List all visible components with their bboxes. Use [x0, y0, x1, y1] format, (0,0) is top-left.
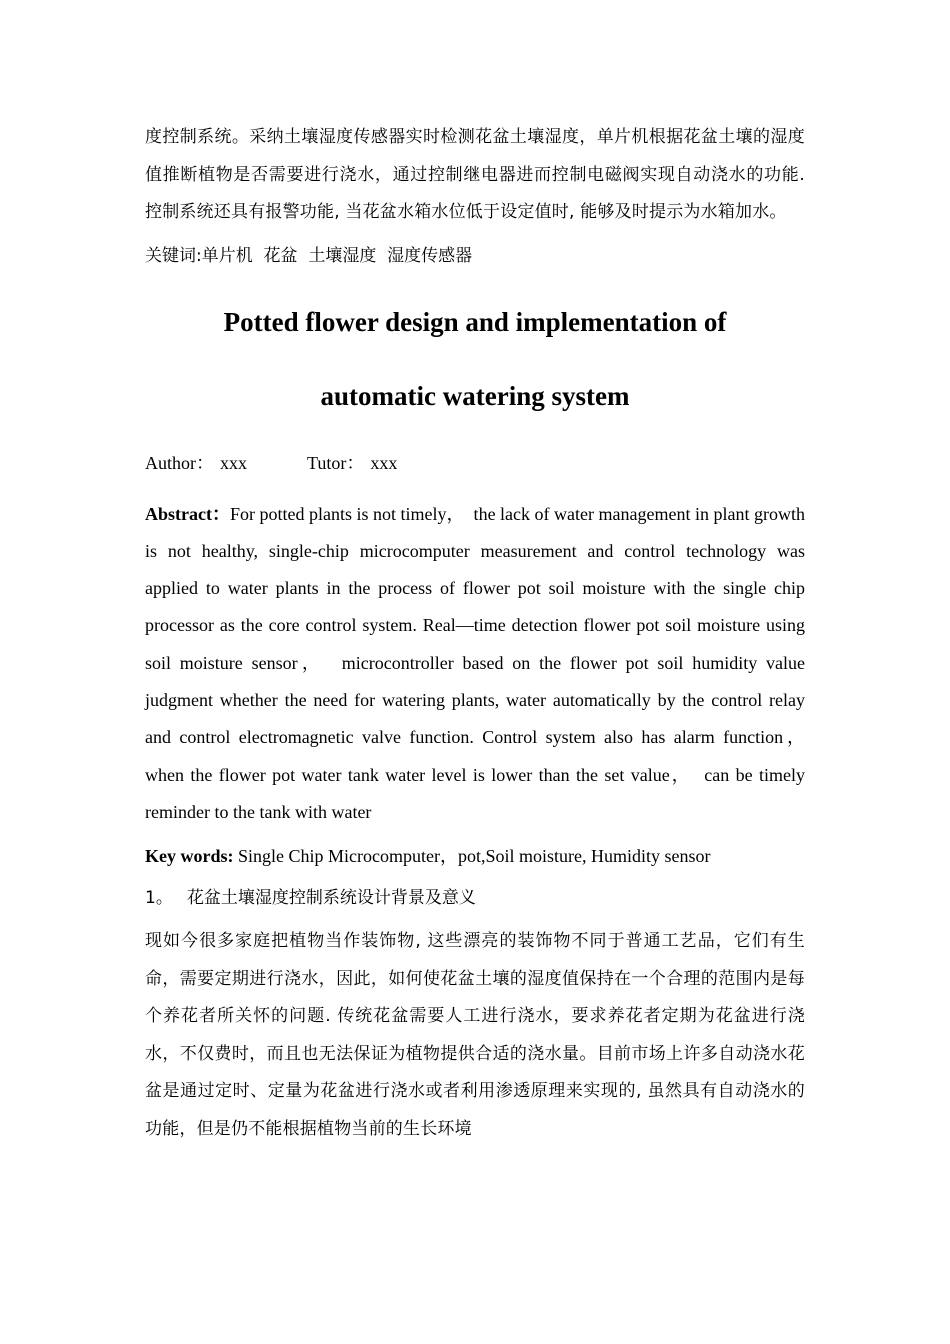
- english-abstract-text: For potted plants is not timely， the lack of water management in plant growth is not healthy, single-chip microcomputer measurement and control technology was applied to water plants in the process of flower pot soil moisture with the single chip processor as the core control system. Real—time detection flower pot soil moisture using soil moisture sensor， microcontroller based on the flower pot soil humidity value judgment whether the need for watering plants, water automatically by the control relay and control electromagnetic valve function. Control system also has alarm function， when the flower pot water tank water level is lower than the set value， can be timely reminder to the tank with water: [145, 503, 814, 822]
- english-title-line-2: automatic watering system: [320, 380, 630, 411]
- author-label: Author：: [145, 452, 214, 473]
- chinese-keywords-separator: :: [196, 245, 202, 266]
- english-keywords-value: Single Chip Microcomputer，pot,Soil moisture, Humidity sensor: [238, 846, 711, 867]
- chinese-keywords-value: 单片机 花盆 土壤湿度 湿度传感器: [201, 245, 473, 266]
- english-abstract-label: Abstract：: [145, 503, 230, 524]
- tutor-label: Tutor：: [307, 452, 365, 473]
- tutor-value: xxx: [370, 452, 398, 473]
- section-1-title: 花盆土壤湿度控制系统设计背景及意义: [186, 888, 476, 909]
- section-1-heading: [145, 883, 805, 913]
- english-title-line-1: Potted flower design and implementation of: [223, 306, 727, 337]
- section-1-body: 现如今很多家庭把植物当作装饰物, 这些漂亮的装饰物不同于普通工艺品，它们有生命，需要定期进行浇水，因此，如何使花盆土壤的湿度值保持在一个合理的范围内是每个养花者所关怀的问题. 传统花盆需要人工进行浇水，要求养花者定期为花盆进行浇水，不仅费时，而且也无法保证为植物提供合适的浇水量。目前市场上许多自动浇水花盆是通过定时、定量为花盆进行浇水或者利用渗透原理来实现的, 虽然具有自动浇水的功能，但是仍不能根据植物当前的生长环境: [145, 931, 805, 1139]
- author-line: [145, 450, 805, 476]
- chinese-abstract-text: 度控制系统。采纳土壤湿度传感器实时检测花盆土壤湿度，单片机根据花盆土壤的湿度值推断植物是否需要进行浇水，通过控制继电器进而控制电磁阀实现自动浇水的功能. 控制系统还具有报警功能, 当花盆水箱水位低于设定值时, 能够及时提示为水箱加水。: [145, 127, 805, 222]
- chinese-keywords: [145, 238, 805, 274]
- author-value: xxx: [220, 452, 247, 473]
- english-keywords-label: Key words:: [145, 846, 234, 867]
- section-1-number: 1。: [145, 888, 173, 909]
- chinese-keywords-label: 关键词: [145, 245, 196, 266]
- english-keywords: [145, 841, 805, 871]
- document-page: [145, 119, 814, 1148]
- english-abstract: [145, 496, 814, 832]
